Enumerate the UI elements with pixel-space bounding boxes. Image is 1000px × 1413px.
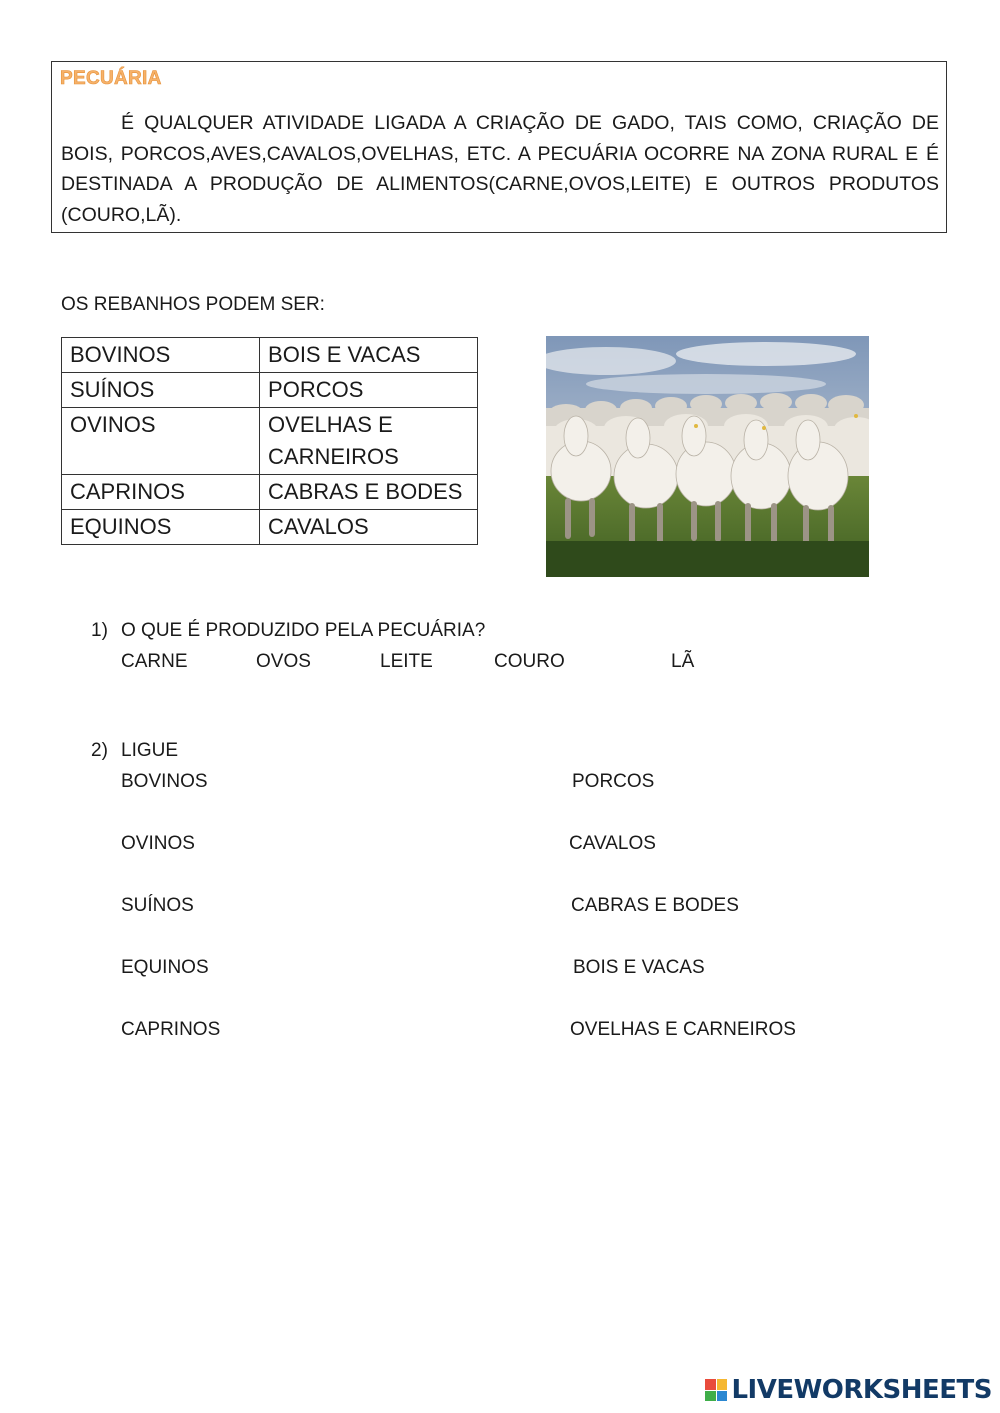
liveworksheets-logo [705, 1375, 992, 1405]
herd-type: SUÍNOS [62, 373, 260, 408]
herds-subtitle: OS REBANHOS PODEM SER: [61, 294, 325, 315]
question-1-number: 1) [91, 620, 108, 641]
herd-animals: OVELHAS E CARNEIROS [260, 408, 478, 475]
question-2-number: 2) [91, 740, 108, 761]
match-left-ovinos[interactable]: OVINOS [121, 833, 195, 854]
question-1-text: O QUE É PRODUZIDO PELA PECUÁRIA? [121, 620, 486, 641]
table-row [62, 338, 478, 373]
herds-table [61, 337, 478, 545]
option-la[interactable]: LÃ [671, 651, 695, 672]
option-leite[interactable]: LEITE [380, 651, 433, 672]
cattle-herd-image [546, 336, 869, 577]
match-right-porcos[interactable]: PORCOS [572, 771, 655, 792]
match-left-equinos[interactable]: EQUINOS [121, 957, 209, 978]
herd-type: CAPRINOS [62, 475, 260, 510]
herd-animals: PORCOS [260, 373, 478, 408]
liveworksheets-logo-icon [705, 1379, 727, 1401]
table-row [62, 510, 478, 545]
herd-type: BOVINOS [62, 338, 260, 373]
intro-title: PECUÁRIA [60, 68, 162, 89]
match-right-cavalos[interactable]: CAVALOS [569, 833, 656, 854]
herd-animals: CAVALOS [260, 510, 478, 545]
herd-type: EQUINOS [62, 510, 260, 545]
match-right-cabras-bodes[interactable]: CABRAS E BODES [571, 895, 739, 916]
logo-text: LIVEWORKSHEETS [731, 1375, 992, 1405]
match-right-ovelhas-carneiros[interactable]: OVELHAS E CARNEIROS [570, 1019, 796, 1040]
match-right-bois-vacas[interactable]: BOIS E VACAS [573, 957, 705, 978]
table-row [62, 475, 478, 510]
question-2-text: LIGUE [121, 740, 179, 761]
option-ovos[interactable]: OVOS [256, 651, 311, 672]
herd-animals: CABRAS E BODES [260, 475, 478, 510]
option-couro[interactable]: COURO [494, 651, 565, 672]
match-left-caprinos[interactable]: CAPRINOS [121, 1019, 221, 1040]
option-carne[interactable]: CARNE [121, 651, 188, 672]
table-row [62, 373, 478, 408]
match-left-bovinos[interactable]: BOVINOS [121, 771, 208, 792]
intro-box [51, 61, 947, 233]
match-left-suinos[interactable]: SUÍNOS [121, 895, 194, 916]
herd-animals: BOIS E VACAS [260, 338, 478, 373]
table-row [62, 408, 478, 475]
cattle-photo [546, 336, 869, 577]
intro-text: É QUALQUER ATIVIDADE LIGADA A CRIAÇÃO DE GADO, TAIS COMO, CRIAÇÃO DE BOIS, PORCOS,AVES,CAVALOS,OVELHAS, ETC. A PECUÁRIA OCORRE NA ZONA RURAL E É DESTINADA A PRODUÇÃO DE ALIMENTOS(CARNE,OVOS,LEITE) E OUTROS PRODUTOS (COURO,LÃ). [61, 112, 939, 226]
herd-type: OVINOS [62, 408, 260, 475]
